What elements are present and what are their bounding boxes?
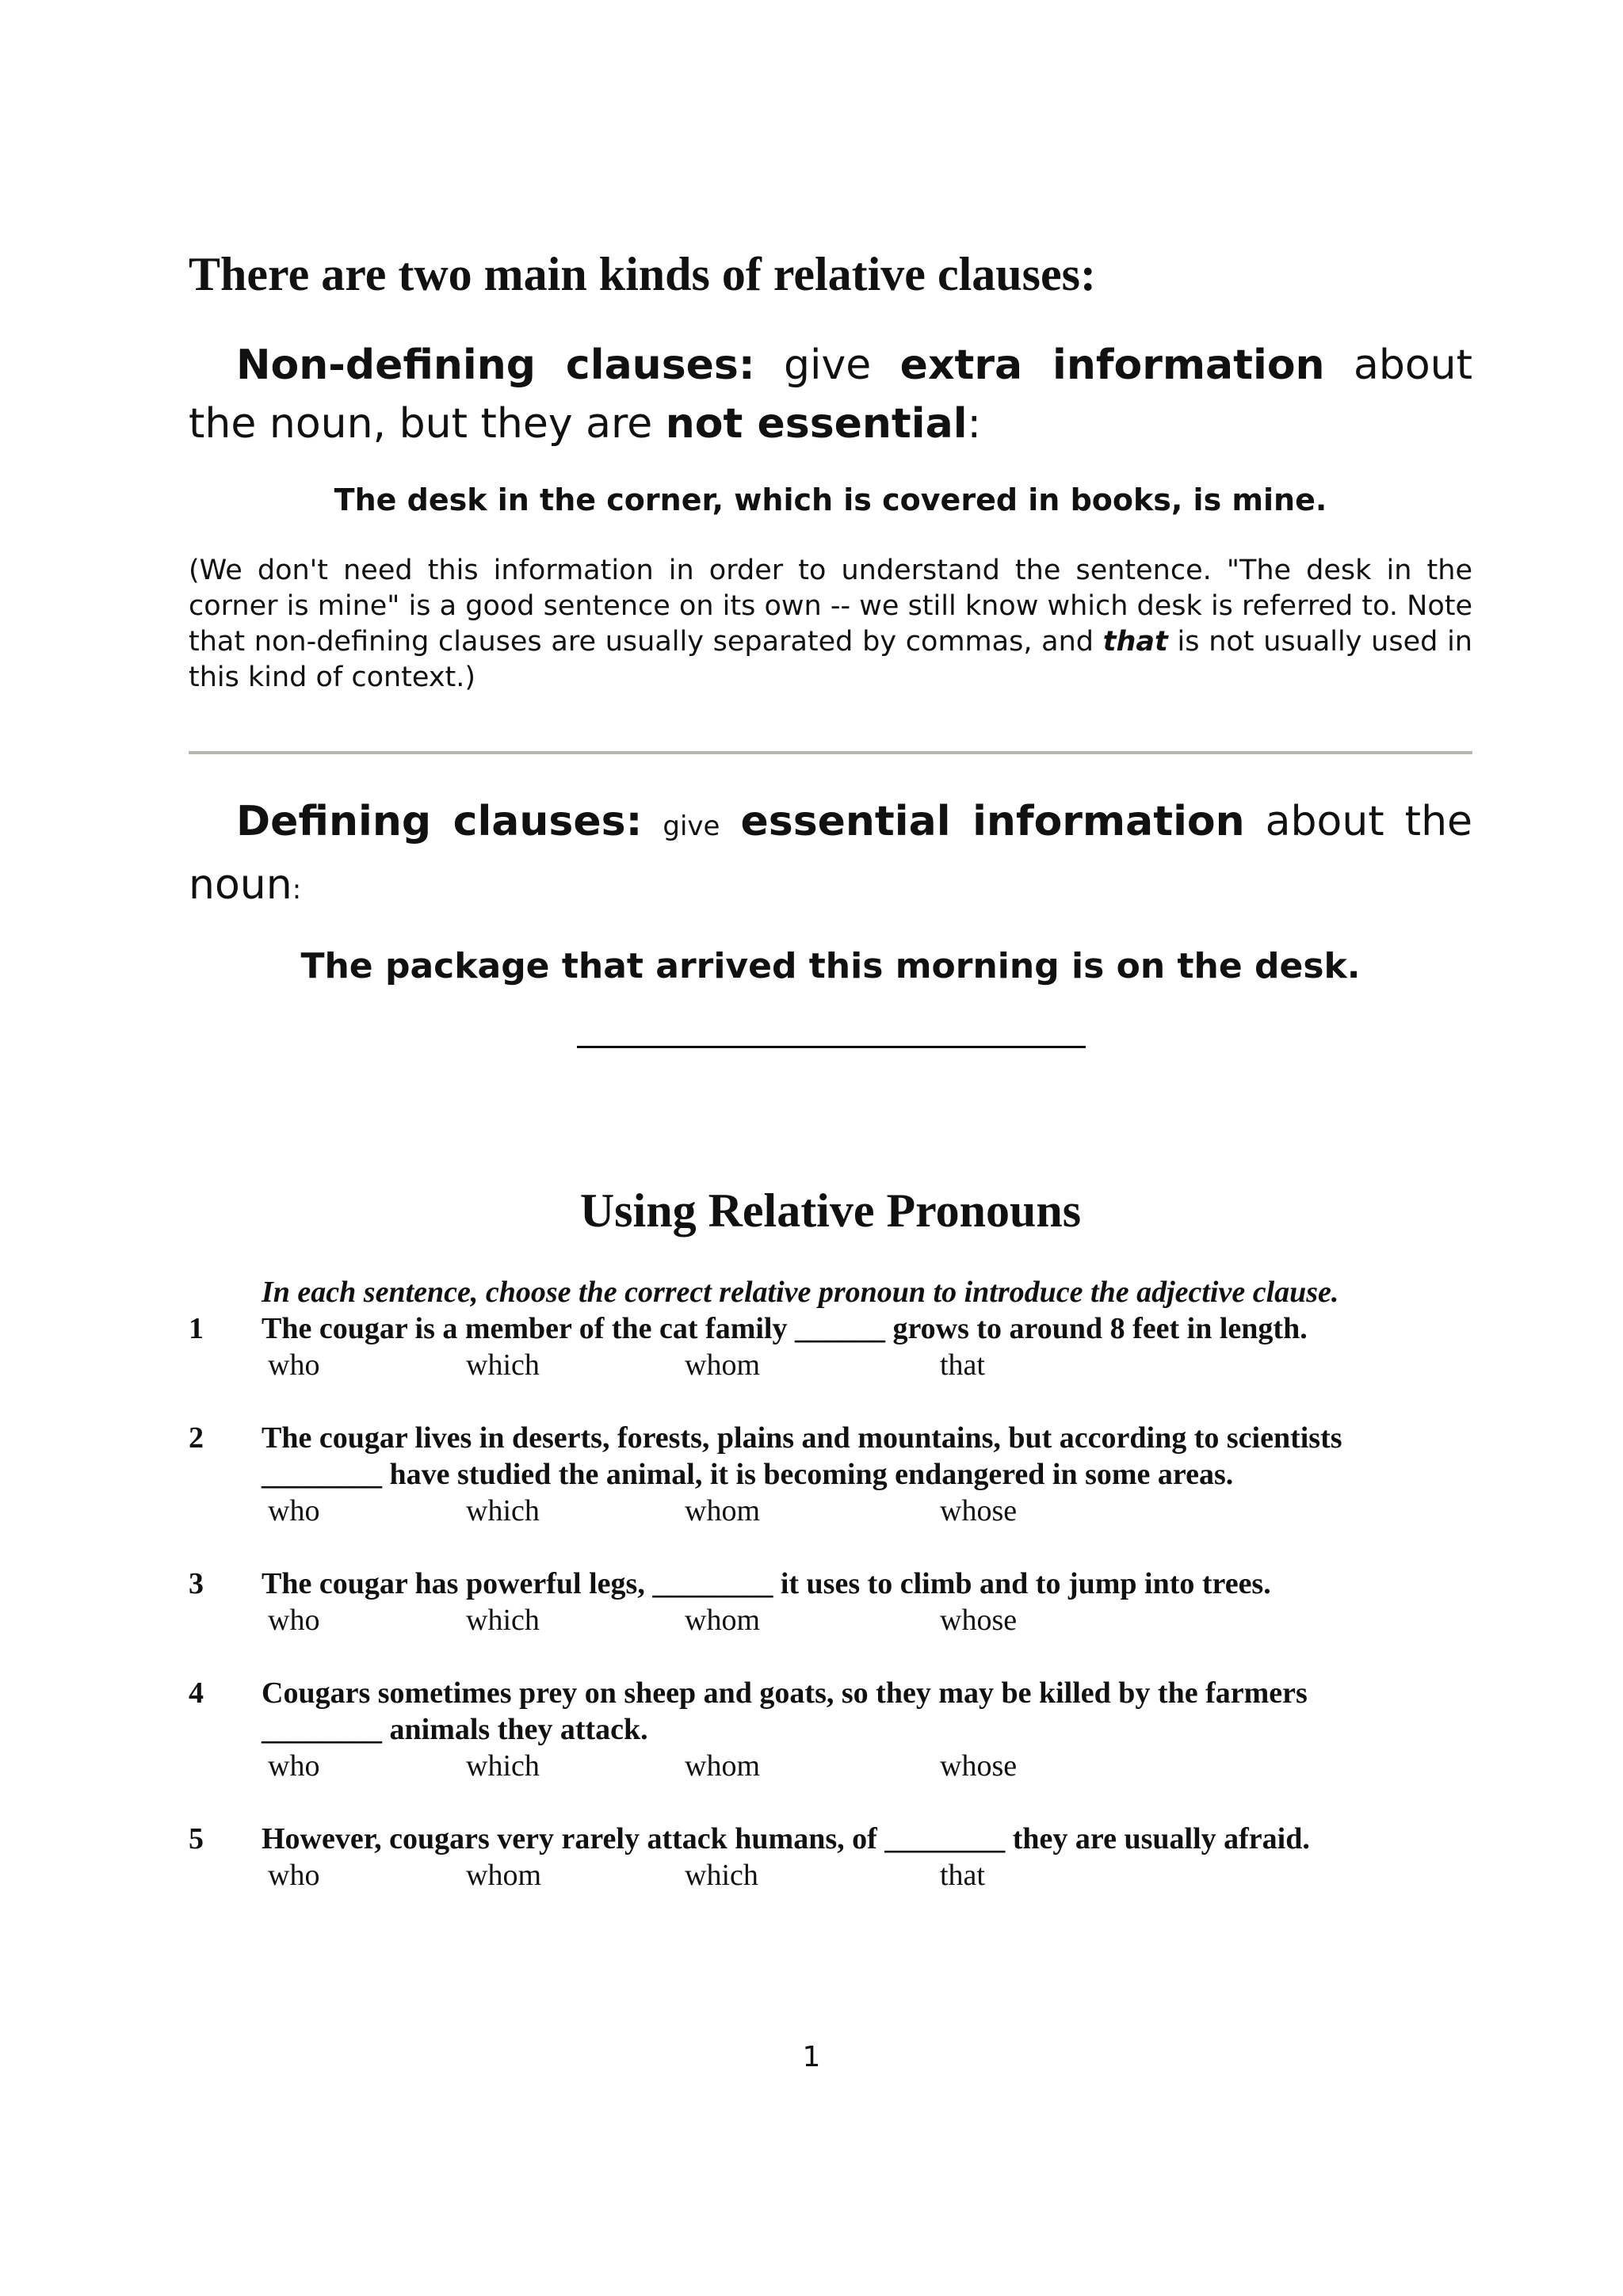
question-number: 4 — [189, 1676, 204, 1710]
answer-option[interactable]: who — [268, 1749, 320, 1783]
exercise-instructions: In each sentence, choose the correct relative pronoun to introduce the adjective clause. — [262, 1276, 1339, 1309]
answer-option[interactable]: which — [466, 1348, 540, 1382]
section-divider — [189, 751, 1472, 754]
answer-option[interactable]: that — [940, 1859, 985, 1892]
question-number: 3 — [189, 1567, 204, 1600]
non-defining-example: The desk in the corner, which is covered in books, is mine. — [334, 482, 1327, 517]
answer-option[interactable]: whose — [940, 1749, 1018, 1783]
note-emphasis: that — [1102, 626, 1168, 658]
question-text-continued: ________ animals they attack. — [262, 1713, 648, 1746]
non-defining-term: Non-defining clauses: — [236, 341, 755, 389]
non-defining-text-3: : — [967, 400, 982, 448]
question-number: 1 — [189, 1312, 204, 1345]
answer-option[interactable]: which — [685, 1859, 758, 1892]
question-text: Cougars sometimes prey on sheep and goats, so they may be killed by the farmers — [262, 1676, 1308, 1710]
defining-term: Defining clauses: — [236, 798, 643, 845]
answer-option[interactable]: which — [466, 1749, 540, 1783]
non-defining-note — [189, 553, 1472, 696]
answer-option[interactable]: whom — [466, 1859, 541, 1892]
answer-options — [189, 1602, 1472, 1638]
non-defining-text-1: give — [754, 341, 900, 389]
non-defining-bold-2: not essential — [665, 400, 968, 448]
defining-definition — [189, 792, 1472, 919]
answer-option[interactable]: who — [268, 1494, 320, 1527]
non-defining-bold-1: extra information — [899, 341, 1325, 389]
question-number: 2 — [189, 1421, 204, 1455]
defining-bold-1: essential information — [740, 798, 1245, 845]
defining-example: The package that arrived this morning is on the desk. — [300, 946, 1361, 986]
defining-give: give — [663, 810, 720, 842]
defining-text-2: about the noun — [189, 798, 1473, 909]
main-heading: There are two main kinds of relative clauses: — [189, 248, 1096, 300]
answer-option[interactable]: who — [268, 1348, 320, 1382]
answer-options — [189, 1857, 1472, 1894]
short-rule — [577, 1046, 1086, 1048]
answer-options — [189, 1493, 1472, 1529]
non-defining-text-2: about the noun, but they are — [189, 341, 1473, 448]
note-text-2: is not usually used in this kind of context.) — [189, 626, 1472, 693]
answer-option[interactable]: whom — [685, 1494, 760, 1527]
answer-option[interactable]: that — [940, 1348, 985, 1382]
exercise-title: Using Relative Pronouns — [579, 1184, 1082, 1237]
question-text-continued: ________ have studied the animal, it is becoming endangered in some areas. — [262, 1458, 1234, 1491]
defining-colon: : — [292, 874, 302, 906]
answer-option[interactable]: which — [466, 1494, 540, 1527]
answer-option[interactable]: which — [466, 1604, 540, 1637]
answer-option[interactable]: whom — [685, 1749, 760, 1783]
question-number: 5 — [189, 1822, 204, 1855]
question-text: The cougar lives in deserts, forests, plains and mountains, but according to scientists — [262, 1421, 1342, 1455]
answer-option[interactable]: whose — [940, 1494, 1018, 1527]
answer-options — [189, 1347, 1472, 1383]
answer-option[interactable]: whose — [940, 1604, 1018, 1637]
question-text: The cougar has powerful legs, ________ it uses to climb and to jump into trees. — [262, 1567, 1271, 1600]
non-defining-definition — [189, 336, 1472, 453]
note-text-1: (We don't need this information in order to understand the sentence. "The desk in the corner is mine" is a good sentence on its own -- we still know which desk is referred to. Note that non-defining clauses are usually separated by commas, and — [189, 555, 1472, 658]
answer-option[interactable]: who — [268, 1859, 320, 1892]
question-text: The cougar is a member of the cat family ______ grows to around 8 feet in length. — [262, 1312, 1308, 1345]
answer-option[interactable]: who — [268, 1604, 320, 1637]
answer-option[interactable]: whom — [685, 1348, 760, 1382]
answer-option[interactable]: whom — [685, 1604, 760, 1637]
question-text: However, cougars very rarely attack humans, of ________ they are usually afraid. — [262, 1822, 1310, 1855]
page-number: 1 — [802, 2041, 821, 2073]
answer-options — [189, 1748, 1472, 1784]
